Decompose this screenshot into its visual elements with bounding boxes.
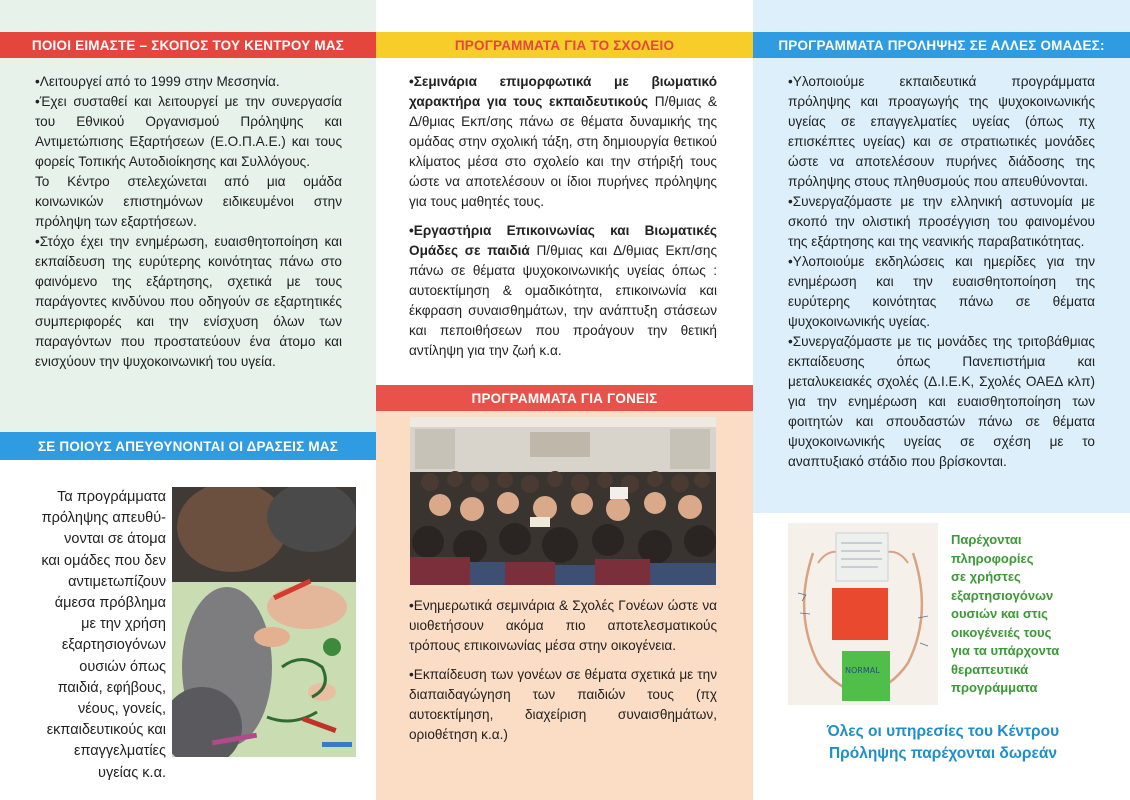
target-groups-text: [18, 487, 166, 784]
header-who-we-are-text: ΠΟΙΟΙ ΕΙΜΑΣΤΕ – ΣΚΟΠΟΣ ΤΟΥ ΚΕΝΤΡΟΥ ΜΑΣ: [31, 37, 345, 53]
other-item: •Υλοποιούμε εκδηλώσεις και ημερίδες για την ενημέρωση και την ευαισθητοποίηση της ευρύτερης κοινότητας πάνω σε θέματα ψυχοκοινωνικής υγείας.: [788, 254, 1095, 329]
header-school-programs-text: ΠΡΟΓΡΑΜΜΑΤΑ ΓΙΑ ΤΟ ΣΧΟΛΕΙΟ: [454, 37, 675, 53]
parent-item: •Εκπαίδευση των γονέων σε θέματα σχετικά με την διαπαιδαγώγηση των παιδιών τους (πχ αυτοεκτίμηση, διαχείριση συναισθημάτων, οριοθέτηση κ.α.): [409, 667, 717, 742]
paragraph: Το Κέντρο στελεχώνεται από μια ομάδα κοινωνικών επιστημόνων ειδικευμένοι στην πρόληψη των εξαρτήσεων.: [35, 174, 342, 229]
paragraph: •Έχει συσταθεί και λειτουργεί με την συνεργασία του Εθνικού Οργανισμού Πρόληψης και Αντιμετώπισης Εξαρτήσεων (Ε.Ο.Π.Α.Ε.) και τους φορείς Τοπικής Αυτοδιοίκησης και Συλλόγους.: [35, 94, 342, 169]
seminar-audience-photo: [410, 417, 716, 585]
text-line: υγείας κ.α.: [98, 764, 166, 781]
school-item: [409, 221, 717, 361]
text-line: Τα προγράμματα: [57, 489, 166, 505]
other-groups-text: [788, 72, 1095, 472]
text-line: εκπαιδευτικούς και: [46, 722, 166, 739]
column-other-groups: [753, 0, 1130, 800]
hands-drawing-image: [788, 523, 938, 705]
note-line: για τα υπάρχοντα: [951, 643, 1060, 658]
text-line: με την χρήση: [81, 616, 166, 633]
school-programs-text: [409, 72, 717, 361]
text-line: άμεσα πρόβλημα: [54, 595, 166, 612]
note-line: ουσιών και στις: [951, 606, 1048, 621]
header-target-groups-text: ΣΕ ΠΟΙΟΥΣ ΑΠΕΥΘΥΝΟΝΤΑΙ ΟΙ ΔΡΑΣΕΙΣ ΜΑΣ: [37, 438, 339, 454]
school-item-bold: •Σεμινάρια επιμορφωτικά με βιωματικό χαρακτήρα για τους εκπαιδευτικούς: [409, 74, 717, 109]
text-line: πρόληψης απευθύ-: [41, 510, 166, 527]
note-line: οικογένειές τους: [951, 624, 1052, 640]
note-line: εξαρτησιογόνων: [951, 587, 1054, 603]
column-school-parents: [376, 0, 753, 800]
header-other-groups-text: ΠΡΟΓΡΑΜΜΑΤΑ ΠΡΟΛΗΨΗΣ ΣΕ ΑΛΛΕΣ ΟΜΑΔΕΣ:: [778, 37, 1105, 53]
text-line: και ομάδες που δεν: [41, 552, 166, 569]
text-line: αντιμετωπίζουν: [68, 573, 166, 590]
school-item-text: Π/θμιας και Δ/θμιας Εκπ/σης πάνω σε θέματα ψυχοκοινωνικής υγείας όπως : αυτοεκτίμηση & ομαδικότητα, επικοινωνία και έκφραση συναισθημάτων, την ανάπτυξη στάσεων και πεποιθήσεων που προάγουν την θετική αντίληψη για την ζωή κ.α.: [409, 243, 718, 358]
header-who-we-are: [0, 32, 376, 58]
paragraph: •Λειτουργεί από το 1999 στην Μεσσηνία.: [35, 74, 280, 89]
text-line: παιδιά, εφήβους,: [57, 679, 166, 696]
other-item: •Συνεργαζόμαστε με τις μονάδες της τριτοβάθμιας εκπαίδευσης όπως Πανεπιστήμια και μεταλυκειακές σχολές (Δ.Ι.Ε.Κ, Σχολές ΟΑΕΔ κλπ) για την ενημέρωση και ευαισθητοποίηση των φοιτητών και σπουδαστών πάνω σε θέματα ψυχοκοινωνικής υγείας σε σχέση με το αναπτυξιακό στάδιο που βρίσκονται.: [788, 334, 1095, 469]
header-school-programs: [376, 32, 753, 58]
text-line: νονται σε άτομα: [64, 531, 166, 548]
note-line: Παρέχονται: [951, 532, 1022, 547]
school-item-bold: •Εργαστήρια Επικοινωνίας και Βιωματικές Ομάδες σε παιδιά: [409, 223, 717, 258]
free-services-line1: Όλες οι υπηρεσίες του Κέντρου: [826, 723, 1060, 740]
school-item: [409, 72, 717, 212]
free-services-line2: Πρόληψης παρέχονται δωρεάν: [828, 745, 1058, 762]
info-note: [951, 531, 1081, 698]
note-line: πληροφορίες: [951, 550, 1034, 566]
header-parent-programs-text: ΠΡΟΓΡΑΜΜΑΤΑ ΓΙΑ ΓΟΝΕΙΣ: [471, 390, 658, 406]
free-services-note: [793, 721, 1093, 765]
other-item: •Συνεργαζόμαστε με την ελληνική αστυνομία με σκοπό την ολιστική προσέγγιση του φαινομένου της εξάρτησης και της νεανικής παραβατικότητας.: [788, 194, 1095, 249]
parent-programs-text: [409, 596, 717, 745]
school-item-text: Π/θμιας & Δ/θμιας Εκπ/σης πάνω σε θέματα δυναμικής της ομάδας στην σχολική τάξη, στη δημιουργία θετικού κλίματος μέσα στο σχολείο και την στήριξή τους ώστε να αποτελέσουν οι ίδιοι πυρήνες πρόληψης για τους μαθητές τους.: [409, 94, 717, 209]
other-item: •Υλοποιούμε εκπαιδευτικά προγράμματα πρόληψης και προαγωγής της ψυχοκοινωνικής υγείας σε επαγγελματίες υγείας (όπως πχ επισκέπτες υγείας) και σε στρατιωτικές μονάδες ώστε να αποτελέσουν πυρήνες διάδοσης της πρόληψης στους πληθυσμούς που απευθύνονται.: [788, 74, 1095, 189]
note-line: θεραπευτικά: [951, 661, 1029, 677]
text-line: επαγγελματίες: [74, 743, 166, 760]
text-line: νέους, γονείς,: [77, 701, 166, 718]
drawing-label: NORMAL: [845, 666, 880, 675]
paragraph: •Στόχο έχει την ενημέρωση, ευαισθητοποίηση και εκπαίδευση της ευρύτερης κοινότητας πάνω στο φαινόμενο της εξάρτησης, σχετικά με τους παράγοντες κινδύνου που οδηγούν σε εξαρτητικές συμπεριφορές και την ενίσχυση όλων των παραγόντων που προστατεύουν ένα άτομο και ενισχύουν την ψυχοκοινωνική του υγεία.: [35, 234, 342, 369]
who-we-are-text: [35, 72, 342, 372]
parent-item: •Ενημερωτικά σεμινάρια & Σχολές Γονέων ώστε να υιοθετήσουν ακόμα πιο αποτελεσματικούς τρόπους επικοινωνίας μέσα στην οικογένεια.: [409, 598, 717, 653]
children-drawing-photo: [172, 487, 356, 757]
text-line: εξαρτησιογόνων: [61, 637, 166, 654]
header-target-groups: [0, 432, 376, 460]
header-parent-programs: [376, 385, 753, 411]
column-who-we-are: [0, 0, 376, 800]
text-line: ουσιών όπως: [79, 658, 166, 675]
note-line: προγράμματα: [951, 680, 1038, 695]
header-other-groups: [753, 32, 1130, 58]
note-line: σε χρήστες: [951, 569, 1021, 584]
